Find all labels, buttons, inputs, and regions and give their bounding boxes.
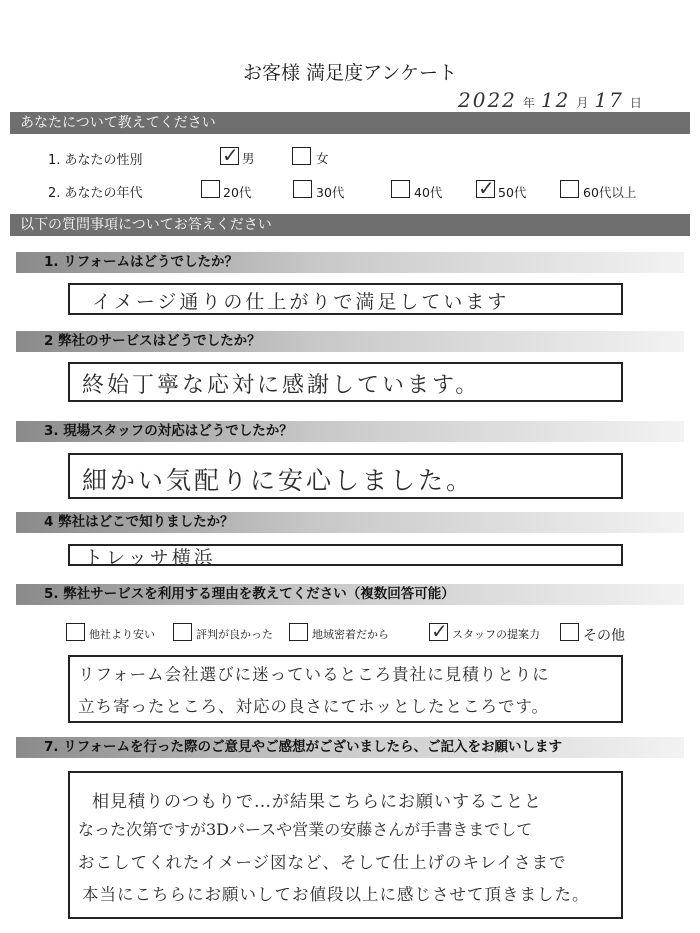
answer-source-box[interactable] <box>68 544 623 569</box>
answer-staff-text: 細かい気配りに安心しました。 <box>82 466 475 495</box>
gender-question-label: 1. あなたの性別 <box>48 153 143 168</box>
answer-staff-box[interactable] <box>68 453 623 499</box>
age-50s-checkbox[interactable] <box>476 176 495 200</box>
answer-reform-box[interactable] <box>68 283 623 315</box>
survey-date <box>458 88 648 112</box>
date-year: 2022 <box>458 88 517 112</box>
gender-female-checkbox[interactable] <box>292 147 311 165</box>
gender-male-checkbox[interactable] <box>220 143 239 167</box>
age-30s-checkbox[interactable] <box>293 180 312 198</box>
date-month-unit: 月 <box>576 96 589 110</box>
age-20s-label: 20代 <box>223 185 252 200</box>
answer-comments-line-3: おこしてくれたイメージ図など、そして仕上げのキレイさまで <box>78 853 567 872</box>
checkmark-icon: ✓ <box>222 143 239 167</box>
answer-reasons-box[interactable] <box>68 655 623 723</box>
question-reasons-label: 5. 弊社サービスを利用する理由を教えてください（複数回答可能） <box>16 584 684 605</box>
gender-female-label: 女 <box>316 151 329 166</box>
reason-other-label: その他 <box>583 628 625 644</box>
reason-cheaper-label: 他社より安い <box>89 628 155 641</box>
page-title: お客様 満足度アンケート <box>243 62 457 84</box>
question-source-label: 4 弊社はどこで知りましたか？ <box>16 512 684 533</box>
section-header-questions: 以下の質問事項についてお答えください <box>10 214 690 236</box>
answer-comments-line-4: 本当にこちらにお願いしてお値段以上に感じさせて頂きました。 <box>82 885 590 904</box>
answer-service-box[interactable] <box>68 362 623 402</box>
answer-reform-text: イメージ通りの仕上がりで満足しています <box>92 291 510 313</box>
answer-comments-line-1: 相見積りのつもりで…が結果こちらにお願いすることと <box>92 792 542 812</box>
age-40s-label: 40代 <box>414 185 443 200</box>
age-60s-plus-label: 60代以上 <box>583 185 637 200</box>
answer-comments-line-2: なった次第ですが3Dパースや営業の安藤さんが手書きまでして <box>78 820 533 839</box>
age-20s-checkbox[interactable] <box>201 180 220 198</box>
age-50s-label: 50代 <box>498 185 527 200</box>
date-year-unit: 年 <box>522 96 535 110</box>
date-month: 12 <box>540 88 571 112</box>
age-question-label: 2. あなたの年代 <box>48 186 143 201</box>
reason-staff-proposal-label: スタッフの提案力 <box>452 628 540 641</box>
answer-service-text: 終始丁寧な応対に感謝しています。 <box>82 373 481 398</box>
reason-reputation-checkbox[interactable] <box>173 623 192 641</box>
age-40s-checkbox[interactable] <box>391 180 410 198</box>
reason-reputation-label: 評判が良かった <box>196 628 273 641</box>
reason-other-checkbox[interactable] <box>560 623 579 641</box>
reason-staff-proposal-checkbox[interactable] <box>429 619 448 643</box>
age-30s-label: 30代 <box>316 185 345 200</box>
answer-source-text: トレッサ横浜 <box>84 547 216 569</box>
date-day: 17 <box>594 88 624 112</box>
question-service-label: 2 弊社のサービスはどうでしたか？ <box>16 331 684 352</box>
checkmark-icon: ✓ <box>431 619 448 643</box>
question-comments-label: 7. リフォームを行った際のご意見やご感想がございましたら、ご記入をお願いします <box>16 737 684 758</box>
checkmark-icon: ✓ <box>478 176 495 200</box>
question-staff-label: 3. 現場スタッフの対応はどうでしたか？ <box>16 421 684 442</box>
section-header-about-you: あなたについて教えてください <box>10 112 690 134</box>
answer-reasons-line-1: リフォーム会社選びに迷っているところ貴社に見積りとりに <box>78 665 550 684</box>
question-reform-label: 1. リフォームはどうでしたか？ <box>16 252 684 273</box>
reason-cheaper-checkbox[interactable] <box>66 623 85 641</box>
gender-male-label: 男 <box>242 151 255 166</box>
reason-local-checkbox[interactable] <box>289 623 308 641</box>
date-day-unit: 日 <box>629 96 642 110</box>
reason-local-label: 地域密着だから <box>312 628 389 641</box>
answer-reasons-line-2: 立ち寄ったところ、対応の良さにてホッとしたところです。 <box>78 697 550 716</box>
answer-comments-box[interactable] <box>68 771 623 919</box>
age-60s-plus-checkbox[interactable] <box>560 180 579 198</box>
